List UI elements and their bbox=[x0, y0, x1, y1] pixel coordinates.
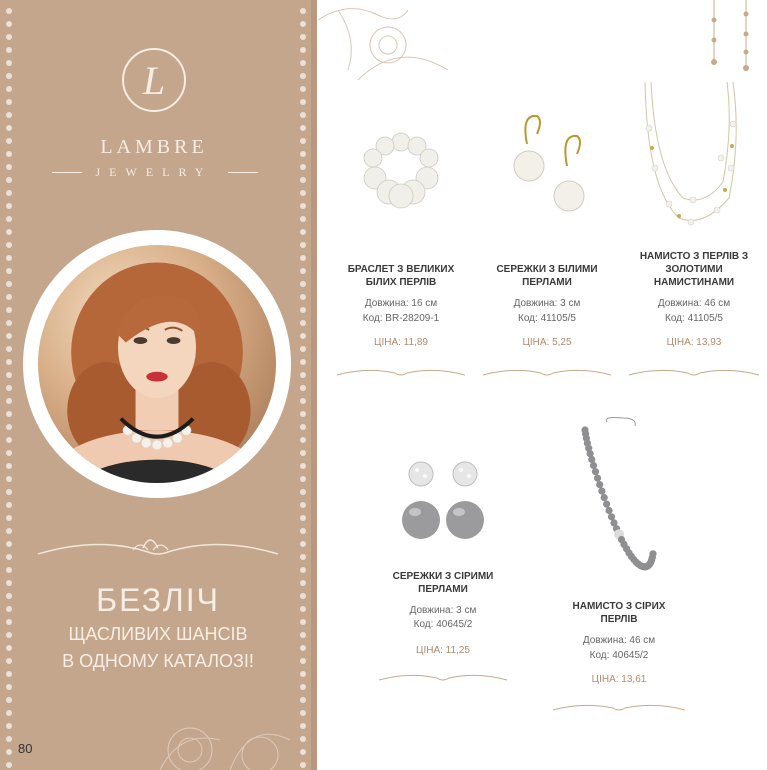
pearl-bead bbox=[300, 164, 306, 170]
product-length: Довжина: 3 см bbox=[409, 605, 477, 616]
pearl-bead bbox=[6, 294, 12, 300]
pearl-bead bbox=[300, 125, 306, 131]
pearl-bead bbox=[300, 567, 306, 573]
pearl-bead bbox=[300, 333, 306, 339]
brand-subtitle: JEWELRY bbox=[95, 165, 213, 179]
pearl-bead bbox=[6, 450, 12, 456]
product-length: Довжина: 3 см bbox=[513, 298, 581, 309]
pearl-bead bbox=[300, 60, 306, 66]
flower-outline-decoration bbox=[318, 0, 458, 90]
product-code: Код: 40645/2 bbox=[413, 619, 473, 630]
pearl-bead bbox=[300, 73, 306, 79]
product-card[interactable] bbox=[629, 78, 759, 390]
pearl-bead bbox=[6, 346, 12, 352]
pearl-bead bbox=[300, 671, 306, 677]
product-image-necklace-grey bbox=[563, 414, 675, 594]
model-portrait-illustration bbox=[38, 245, 276, 483]
pearl-bead bbox=[300, 21, 306, 27]
pearl-bead bbox=[6, 203, 12, 209]
ornament-flourish bbox=[629, 365, 759, 379]
pearl-bead bbox=[6, 554, 12, 560]
pearl-bead bbox=[300, 463, 306, 469]
product-title: СЕРЕЖКИ З СІРИМИ ПЕРЛАМИ bbox=[392, 571, 494, 595]
pearl-bead bbox=[6, 190, 12, 196]
necklace-pearl bbox=[605, 507, 612, 514]
pearl-bead bbox=[300, 541, 306, 547]
pearl-bead bbox=[6, 424, 12, 430]
chain-decoration bbox=[708, 0, 720, 72]
pearl-bead bbox=[6, 398, 12, 404]
pearl-bead bbox=[300, 229, 306, 235]
pearl-bead bbox=[300, 242, 306, 248]
pearl-bead bbox=[300, 476, 306, 482]
pearl-bead bbox=[6, 216, 12, 222]
pearl-bead bbox=[6, 736, 12, 742]
pearl-bead bbox=[300, 99, 306, 105]
pearl-bead bbox=[6, 333, 12, 339]
pearl-bead bbox=[300, 385, 306, 391]
pearl-bead bbox=[300, 632, 306, 638]
pearl-bead bbox=[300, 554, 306, 560]
pearl-bead bbox=[300, 710, 306, 716]
pearl-bead bbox=[300, 372, 306, 378]
pearl-bead bbox=[300, 359, 306, 365]
pearl-bead bbox=[6, 710, 12, 716]
necklace-pearl bbox=[649, 550, 656, 557]
product-price: ЦІНА: 13,61 bbox=[591, 674, 647, 685]
product-code: Код: 40645/2 bbox=[589, 650, 649, 661]
product-price: ЦІНА: 11,89 bbox=[374, 337, 428, 348]
pearl-bead bbox=[6, 164, 12, 170]
pearl-bead bbox=[6, 307, 12, 313]
promo-line-3: В ОДНОМУ КАТАЛОЗІ! bbox=[62, 651, 254, 671]
pearl-bead bbox=[300, 203, 306, 209]
pearl-bead bbox=[6, 580, 12, 586]
pearl-bead bbox=[300, 749, 306, 755]
product-title: НАМИСТО З СІРИХ ПЕРЛІВ bbox=[572, 601, 666, 625]
pearl-bead bbox=[300, 151, 306, 157]
pearl-bead bbox=[6, 528, 12, 534]
page-number: 80 bbox=[18, 741, 33, 756]
pearl-bead bbox=[6, 372, 12, 378]
pearl-bead bbox=[6, 606, 12, 612]
product-title: БРАСЛЕТ З ВЕЛИКИХ БІЛИХ ПЕРЛІВ bbox=[347, 264, 455, 288]
pearl-bead bbox=[300, 502, 306, 508]
pearl-bead bbox=[300, 138, 306, 144]
pearl-bead bbox=[300, 177, 306, 183]
pearl-bead bbox=[300, 346, 306, 352]
product-card[interactable] bbox=[553, 408, 685, 720]
pearl-bead bbox=[6, 112, 12, 118]
pearl-bead bbox=[6, 320, 12, 326]
pearl-bead bbox=[6, 723, 12, 729]
pearl-bead bbox=[300, 47, 306, 53]
pearl-bead bbox=[300, 320, 306, 326]
pearl-bead bbox=[6, 619, 12, 625]
pearl-bead bbox=[300, 580, 306, 586]
pearl-bead bbox=[6, 60, 12, 66]
pearl-bead bbox=[6, 138, 12, 144]
pearl-bead bbox=[300, 528, 306, 534]
pearl-bead bbox=[6, 567, 12, 573]
ornament-flourish bbox=[337, 365, 465, 379]
pearl-bead bbox=[300, 593, 306, 599]
flower-outline-decoration bbox=[150, 700, 300, 770]
pearl-bead bbox=[6, 177, 12, 183]
necklace-pearl bbox=[598, 488, 605, 495]
pearl-bead bbox=[6, 502, 12, 508]
pearl-bead bbox=[6, 697, 12, 703]
brand-name: LAMBRE bbox=[100, 136, 208, 158]
necklace-pearl bbox=[596, 481, 603, 488]
pearl-bead bbox=[6, 541, 12, 547]
pearl-bead bbox=[300, 398, 306, 404]
product-image-earrings-white bbox=[491, 104, 603, 228]
pearl-bead bbox=[6, 632, 12, 638]
pearl-bead bbox=[300, 515, 306, 521]
pearl-bead bbox=[6, 21, 12, 27]
pearl-bead bbox=[6, 593, 12, 599]
pearl-bead bbox=[300, 437, 306, 443]
product-price: ЦІНА: 11,25 bbox=[416, 645, 470, 656]
pearl-bead bbox=[6, 151, 12, 157]
promo-panel bbox=[0, 0, 317, 770]
pearl-bead bbox=[300, 307, 306, 313]
pearl-bead bbox=[6, 762, 12, 768]
product-card[interactable] bbox=[379, 446, 507, 690]
pearl-bead bbox=[300, 684, 306, 690]
panel-edge bbox=[311, 0, 317, 770]
product-image-earrings-grey bbox=[387, 452, 499, 558]
product-length: Довжина: 46 см bbox=[657, 298, 731, 309]
ornament-flourish bbox=[28, 526, 288, 566]
pearl-bead bbox=[300, 723, 306, 729]
pearl-bead bbox=[6, 476, 12, 482]
model-portrait bbox=[35, 242, 279, 486]
pearl-bead bbox=[6, 34, 12, 40]
product-price: ЦІНА: 5,25 bbox=[522, 337, 572, 348]
pearl-border-right bbox=[300, 0, 306, 770]
pearl-bead bbox=[6, 281, 12, 287]
necklace-pearl bbox=[592, 468, 599, 475]
pearl-bead bbox=[6, 671, 12, 677]
product-length: Довжина: 46 см bbox=[582, 635, 656, 646]
ornament-flourish bbox=[379, 670, 507, 684]
ornament-flourish bbox=[483, 365, 611, 379]
product-title: СЕРЕЖКИ З БІЛИМИ ПЕРЛАМИ bbox=[496, 264, 598, 288]
pearl-bead bbox=[6, 515, 12, 521]
pearl-bead bbox=[6, 86, 12, 92]
necklace-pearl bbox=[590, 462, 597, 469]
necklace-pearl bbox=[594, 475, 601, 482]
ornament-flourish bbox=[553, 700, 685, 714]
product-code: Код: BR-28209-1 bbox=[362, 313, 440, 324]
pearl-bead bbox=[6, 684, 12, 690]
pearl-bead bbox=[6, 359, 12, 365]
pearl-bead bbox=[300, 294, 306, 300]
pearl-bead bbox=[300, 606, 306, 612]
pearl-bead bbox=[300, 697, 306, 703]
pearl-bead bbox=[300, 8, 306, 14]
pearl-bead bbox=[6, 658, 12, 664]
pearl-bead bbox=[6, 463, 12, 469]
pearl-bead bbox=[300, 658, 306, 664]
pearl-bead bbox=[6, 749, 12, 755]
pearl-bead bbox=[6, 99, 12, 105]
pearl-bead bbox=[6, 268, 12, 274]
pearl-border-left bbox=[6, 0, 12, 770]
divider bbox=[228, 172, 258, 173]
chain-decoration bbox=[740, 0, 752, 72]
pearl-bead bbox=[300, 281, 306, 287]
pearl-bead bbox=[300, 645, 306, 651]
pearl-bead bbox=[6, 229, 12, 235]
pearl-bead bbox=[300, 34, 306, 40]
product-price: ЦІНА: 13,93 bbox=[666, 337, 722, 348]
pearl-bead bbox=[6, 411, 12, 417]
pearl-bead bbox=[300, 86, 306, 92]
model-portrait-frame bbox=[23, 230, 291, 498]
product-card[interactable] bbox=[483, 100, 611, 390]
pearl-bead bbox=[6, 489, 12, 495]
pearl-bead bbox=[6, 255, 12, 261]
pearl-bead bbox=[6, 645, 12, 651]
pearl-bead bbox=[6, 47, 12, 53]
product-image-bracelet bbox=[345, 108, 457, 228]
pearl-bead bbox=[300, 216, 306, 222]
promo-line-2: ЩАСЛИВИХ ШАНСІВ bbox=[68, 624, 248, 644]
necklace-pearl bbox=[601, 494, 608, 501]
product-code: Код: 41105/5 bbox=[665, 313, 723, 324]
pearl-bead bbox=[300, 619, 306, 625]
pearl-bead bbox=[300, 762, 306, 768]
product-title: НАМИСТО З ПЕРЛІВ З ЗОЛОТИМИ НАМИСТИНАМИ bbox=[639, 251, 749, 288]
pearl-bead bbox=[300, 424, 306, 430]
pearl-bead bbox=[6, 125, 12, 131]
pearl-bead bbox=[6, 437, 12, 443]
product-image-necklace-gold bbox=[633, 78, 755, 242]
pearl-bead bbox=[6, 385, 12, 391]
pearl-bead bbox=[300, 411, 306, 417]
pearl-bead bbox=[300, 736, 306, 742]
pearl-bead bbox=[6, 73, 12, 79]
pearl-bead bbox=[300, 268, 306, 274]
product-code: Код: 41105/5 bbox=[518, 313, 576, 324]
pearl-bead bbox=[300, 190, 306, 196]
brand-logo bbox=[122, 48, 186, 112]
necklace-pearl bbox=[603, 501, 610, 508]
product-length: Довжина: 16 см bbox=[364, 298, 438, 309]
pearl-bead bbox=[6, 8, 12, 14]
brand-logo-letter: L bbox=[142, 57, 166, 103]
pearl-bead bbox=[300, 112, 306, 118]
pearl-bead bbox=[300, 489, 306, 495]
pearl-bead bbox=[6, 242, 12, 248]
pearl-bead bbox=[300, 255, 306, 261]
pearl-bead bbox=[300, 450, 306, 456]
promo-headline: БЕЗЛІЧ bbox=[96, 582, 220, 618]
product-card[interactable] bbox=[337, 100, 465, 390]
